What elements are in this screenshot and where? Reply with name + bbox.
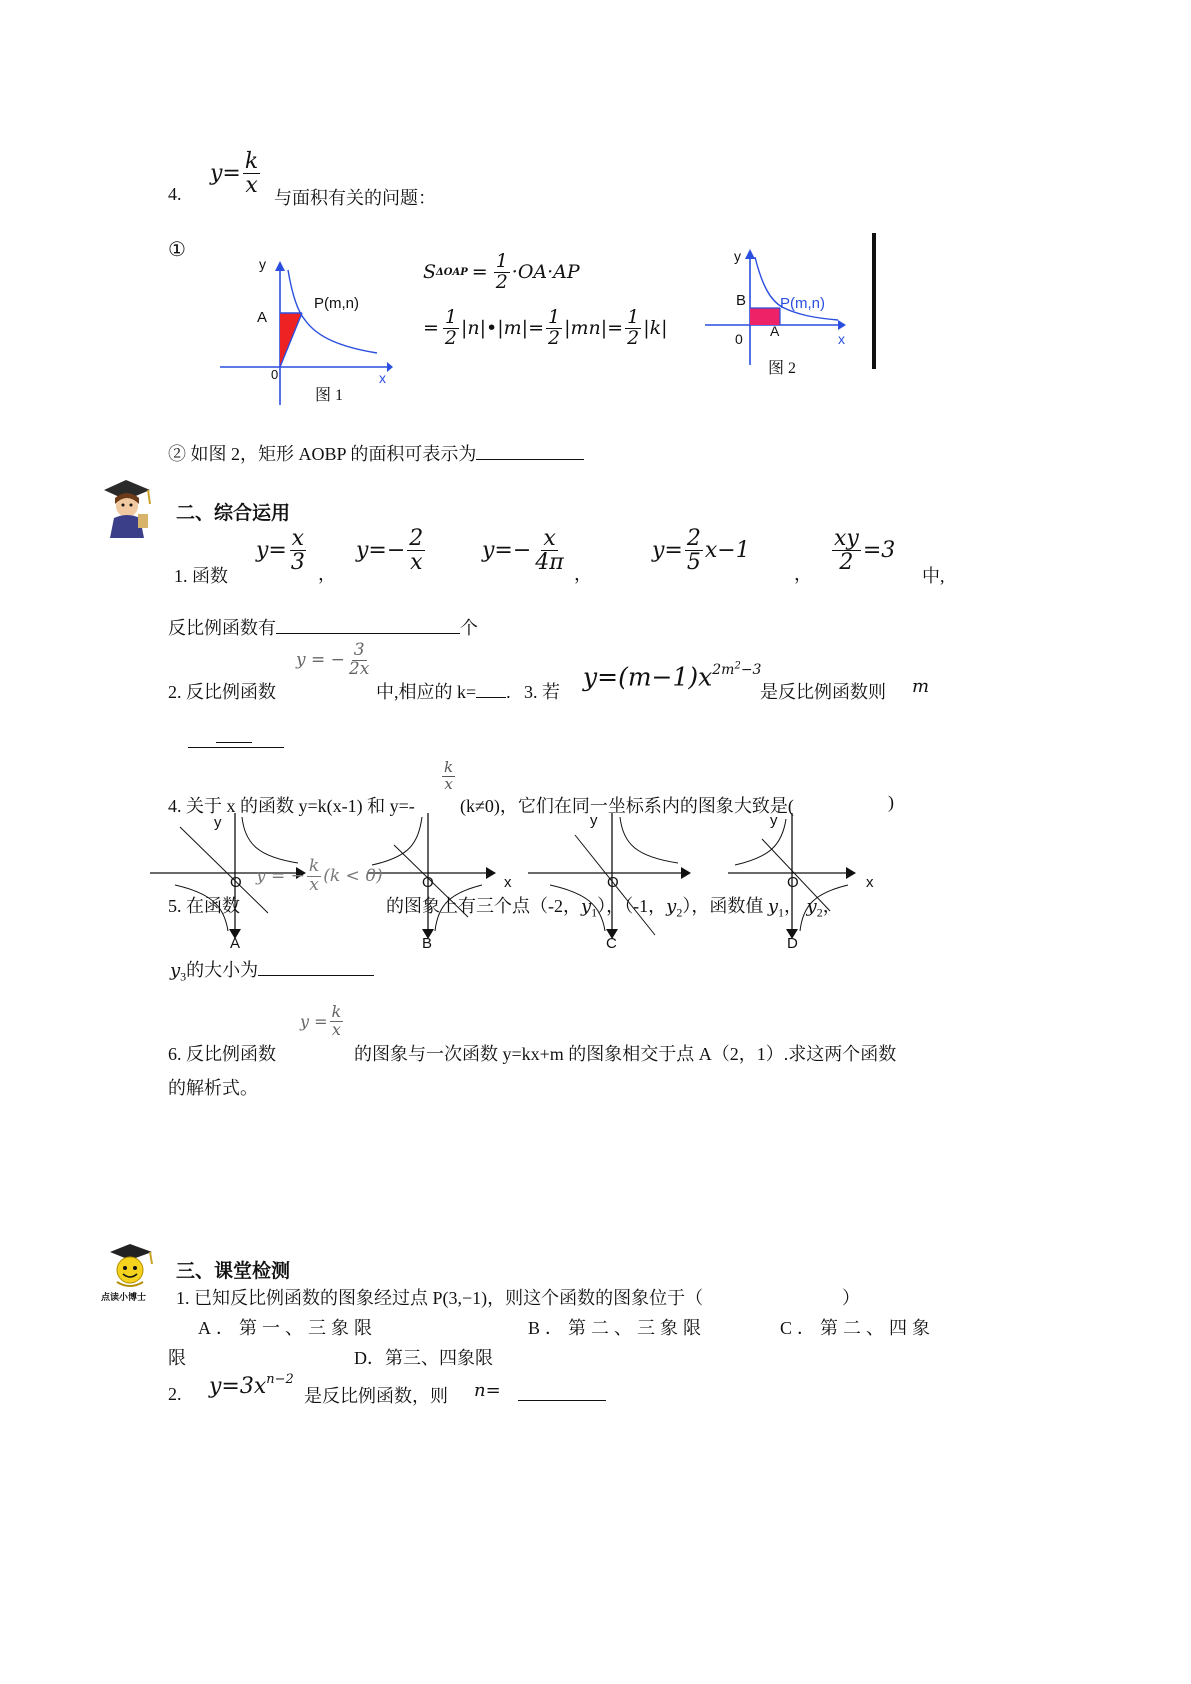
q1-formula-1 xyxy=(256,527,309,574)
q1-formula-3 xyxy=(482,527,568,574)
q6-suffix: 的图象与一次函数 y=kx+m 的图象相交于点 A（2，1）.求这两个函数 xyxy=(354,1044,897,1064)
half-num-3: 1 xyxy=(548,306,561,328)
q2-mid-text: 中,相应的 k= xyxy=(376,682,477,702)
area-s-sub: ΔOAP xyxy=(436,266,468,278)
f3-num: x xyxy=(543,526,556,551)
fig2-label-p: P(m,n) xyxy=(780,295,825,312)
q5-mid3: ），函数值 xyxy=(682,896,764,916)
q2-f-den: 2x xyxy=(348,658,370,679)
q1-blank[interactable] xyxy=(276,633,460,634)
s3-q2-number: 2. xyxy=(168,1384,182,1404)
circle-one: ① xyxy=(168,239,186,261)
graph-b-label: B xyxy=(422,935,433,952)
q5-line2 xyxy=(170,956,374,985)
area-eq: = xyxy=(471,261,488,284)
fig1-label-x: x xyxy=(379,370,386,386)
half-den-2: 2 xyxy=(444,326,458,349)
q5-mid-text: 的图象上有三个点（-2， xyxy=(386,896,581,916)
q2-f-y: y = − xyxy=(296,650,345,671)
q5-y2b: y xyxy=(806,896,817,917)
q4-text-c: ) xyxy=(888,792,894,812)
fig1-label-y: y xyxy=(259,256,266,272)
q6-line2: 的解析式。 xyxy=(168,1078,258,1098)
q6-f-num: k xyxy=(331,1002,342,1021)
q4-frac xyxy=(440,760,457,793)
half-den: 2 xyxy=(495,270,508,293)
graph-c-y: y xyxy=(590,812,598,829)
graph-c-label: C xyxy=(606,935,617,952)
s3-q1-text: 1. 已知反比例函数的图象经过点 P(3,−1)，则这个函数的图象位于（ xyxy=(176,1288,704,1308)
fig1-label-a: A xyxy=(257,309,268,326)
mascot-label: 点读小博士 xyxy=(101,1293,147,1303)
option-c-tail: 限 xyxy=(168,1348,186,1368)
q5-y3: y xyxy=(170,960,181,981)
comma-1: ， xyxy=(318,564,336,584)
fig2-label-y: y xyxy=(734,248,741,264)
q2-blank[interactable] xyxy=(476,697,506,698)
q5-s2: 2 xyxy=(676,905,683,920)
q1-prefix: 1. 函数 xyxy=(174,566,228,586)
q6-f-y: y = xyxy=(300,1011,328,1031)
s3-q2-formula-main: y=3x xyxy=(209,1374,267,1399)
fig2-label-a: A xyxy=(770,323,780,339)
inverse-formula xyxy=(210,150,262,197)
section3-heading: 三、课堂检测 xyxy=(176,1260,291,1282)
area-line2-a: |n|•|m|= xyxy=(461,317,545,340)
half-num-2: 1 xyxy=(444,306,458,328)
q5-mid: 的图象上有三个点（-2，$y_1$），（-1，$y_2$），函数值 $y_1$， $y_2$， xyxy=(386,896,841,920)
half-den-3: 2 xyxy=(548,326,561,349)
q2-prefix: 2. 反比例函数 xyxy=(168,682,276,702)
q5-s1b: 1 xyxy=(778,905,785,920)
q3-blank[interactable] xyxy=(188,728,284,748)
q2-f-num: 3 xyxy=(353,640,365,660)
q6-f-den: x xyxy=(331,1019,341,1039)
q5-s3: 3 xyxy=(180,969,187,984)
fig2-label-x: x xyxy=(838,331,845,347)
q3-suffix: 是反比例函数则 xyxy=(760,682,886,702)
q2-formula xyxy=(296,642,373,679)
q4-title: 与面积有关的问题： xyxy=(274,188,436,208)
q5-f-num: k xyxy=(308,856,320,876)
f2-y: y=− xyxy=(356,538,406,564)
area-formula-line1 xyxy=(423,252,580,293)
option-c[interactable]: C．第二、四象 xyxy=(780,1318,936,1338)
area-s: S xyxy=(423,261,437,284)
q5-formula-y: y = − xyxy=(256,866,305,887)
graph-d-y: y xyxy=(770,812,778,829)
f4-num: 2 xyxy=(686,526,701,551)
q5-mid2: ），（-1， xyxy=(597,896,667,916)
graph-a-o: O xyxy=(230,874,242,891)
graph-d xyxy=(728,812,874,952)
fig2-label-b: B xyxy=(736,292,747,309)
graph-c xyxy=(528,812,691,952)
q4-frac-num: k xyxy=(444,758,454,776)
q5-f-den: x xyxy=(309,874,319,895)
q4-part2-blank[interactable] xyxy=(476,459,584,460)
s3-q2-formula xyxy=(209,1372,294,1399)
f1-den: 3 xyxy=(290,550,305,576)
f4-tail: x−1 xyxy=(704,538,750,564)
q1-formula-4 xyxy=(652,527,750,574)
q4-text-b: (k≠0)，它们在同一坐标系内的图象大致是( xyxy=(460,796,794,816)
f3-den: 4π xyxy=(535,550,564,576)
f4-y: y= xyxy=(652,538,683,564)
formula-den: x xyxy=(245,173,258,199)
q3-exp-c: −3 xyxy=(740,661,762,678)
q1-formula-2 xyxy=(356,527,427,574)
doctor-mascot-icon xyxy=(100,1242,162,1304)
comma-3: ， xyxy=(574,564,592,584)
fig1-label-o: 0 xyxy=(271,367,279,382)
q5-prefix: 5. 在函数 xyxy=(168,896,240,916)
formula-num: k xyxy=(244,149,259,174)
q6-prefix: 6. 反比例函数 xyxy=(168,1044,276,1064)
q5-blank[interactable] xyxy=(258,975,374,976)
q3-formula-main: y=(m−1)x xyxy=(583,662,713,692)
graph-d-x: x xyxy=(866,874,874,891)
q2-dot: . xyxy=(506,682,511,702)
comma-4: ， xyxy=(794,564,812,584)
q3-exp-b: 2 xyxy=(734,660,741,671)
graph-b xyxy=(368,813,512,952)
q3-prefix: 3. 若 xyxy=(524,682,560,702)
section2-heading: 二、综合运用 xyxy=(176,502,291,524)
q4-part2-text: ② 如图 2，矩形 AOBP 的面积可表示为 xyxy=(168,444,477,464)
q5-cond: (k < 0) xyxy=(323,866,383,887)
fig2-caption: 图 2 xyxy=(768,360,797,377)
q1-line2 xyxy=(168,614,478,640)
q5-line2-text: 的大小为 xyxy=(186,960,259,980)
q5-s2b: 2 xyxy=(816,905,823,920)
f2-den: x xyxy=(410,550,423,576)
q1-line2-text: 反比例函数有 xyxy=(168,618,276,638)
q1-formula-5 xyxy=(830,527,895,574)
fig2-label-o: 0 xyxy=(735,331,743,347)
area-formula-line2 xyxy=(423,308,668,349)
q4-part2 xyxy=(168,440,584,466)
f4-den: 5 xyxy=(686,550,701,576)
q3-exp-a: 2m xyxy=(712,661,735,678)
q1-zhong: 中, xyxy=(922,566,945,586)
f5-tail: =3 xyxy=(862,538,896,564)
q3-formula xyxy=(583,660,761,692)
f3-y: y=− xyxy=(482,538,532,564)
q1-line2-end: 个 xyxy=(460,618,478,638)
f1-y: y= xyxy=(256,538,287,564)
q6-formula xyxy=(300,1004,345,1039)
f1-num: x xyxy=(291,526,305,551)
formula-y: y= xyxy=(210,161,241,187)
f5-num: xy xyxy=(834,526,859,551)
q2-mid xyxy=(376,678,511,704)
s3-q1-close: ） xyxy=(842,1288,860,1308)
figure-2 xyxy=(700,245,860,380)
s3-q2-neq: n= xyxy=(474,1380,501,1401)
q3-m: m xyxy=(912,676,930,697)
graph-b-x: x xyxy=(504,874,512,891)
figure-1 xyxy=(215,255,395,410)
s3-q2-blank[interactable] xyxy=(518,1380,606,1401)
half-num: 1 xyxy=(495,250,508,272)
graph-c-o: O xyxy=(607,874,619,891)
q4-number: 4. xyxy=(168,184,182,204)
q5-y1b: y xyxy=(767,896,779,917)
graph-a-label: A xyxy=(230,935,241,952)
option-b[interactable]: B．第二、三象限 xyxy=(528,1318,707,1338)
fig1-caption: 图 1 xyxy=(315,387,344,404)
area-line2-b: |mn|= xyxy=(564,317,624,340)
fig1-label-p: P(m,n) xyxy=(314,295,359,312)
q5-formula xyxy=(256,858,383,895)
area-line2-c: |k| xyxy=(643,317,668,340)
f2-num: 2 xyxy=(409,526,424,551)
q5-y2: y xyxy=(666,896,677,917)
graph-b-o: O xyxy=(422,874,434,891)
graph-d-label: D xyxy=(787,935,798,952)
q4-text-a: 4. 关于 x 的函数 y=k(x-1) 和 y=- xyxy=(168,796,415,816)
half-den-4: 2 xyxy=(627,326,640,349)
s3-q2-suffix: 是反比例函数，则 xyxy=(304,1386,448,1406)
q4-frac-den: x xyxy=(444,774,453,793)
graph-d-o: O xyxy=(787,874,799,891)
option-a[interactable]: A．第一、三象限 xyxy=(198,1318,377,1338)
q5-s1: 1 xyxy=(591,905,598,920)
f5-den: 2 xyxy=(839,550,854,576)
half-num-4: 1 xyxy=(627,306,640,328)
scholar-mascot-icon xyxy=(100,474,156,538)
q5-y1: y xyxy=(581,896,592,917)
area-eq2: = xyxy=(423,317,439,340)
vertical-bar xyxy=(872,233,876,369)
graph-a-y: y xyxy=(214,814,222,831)
option-d[interactable]: D．第三、四象限 xyxy=(354,1348,493,1368)
s3-q2-exp: n−2 xyxy=(266,1372,294,1387)
area-tail: ·OA·AP xyxy=(511,261,580,284)
